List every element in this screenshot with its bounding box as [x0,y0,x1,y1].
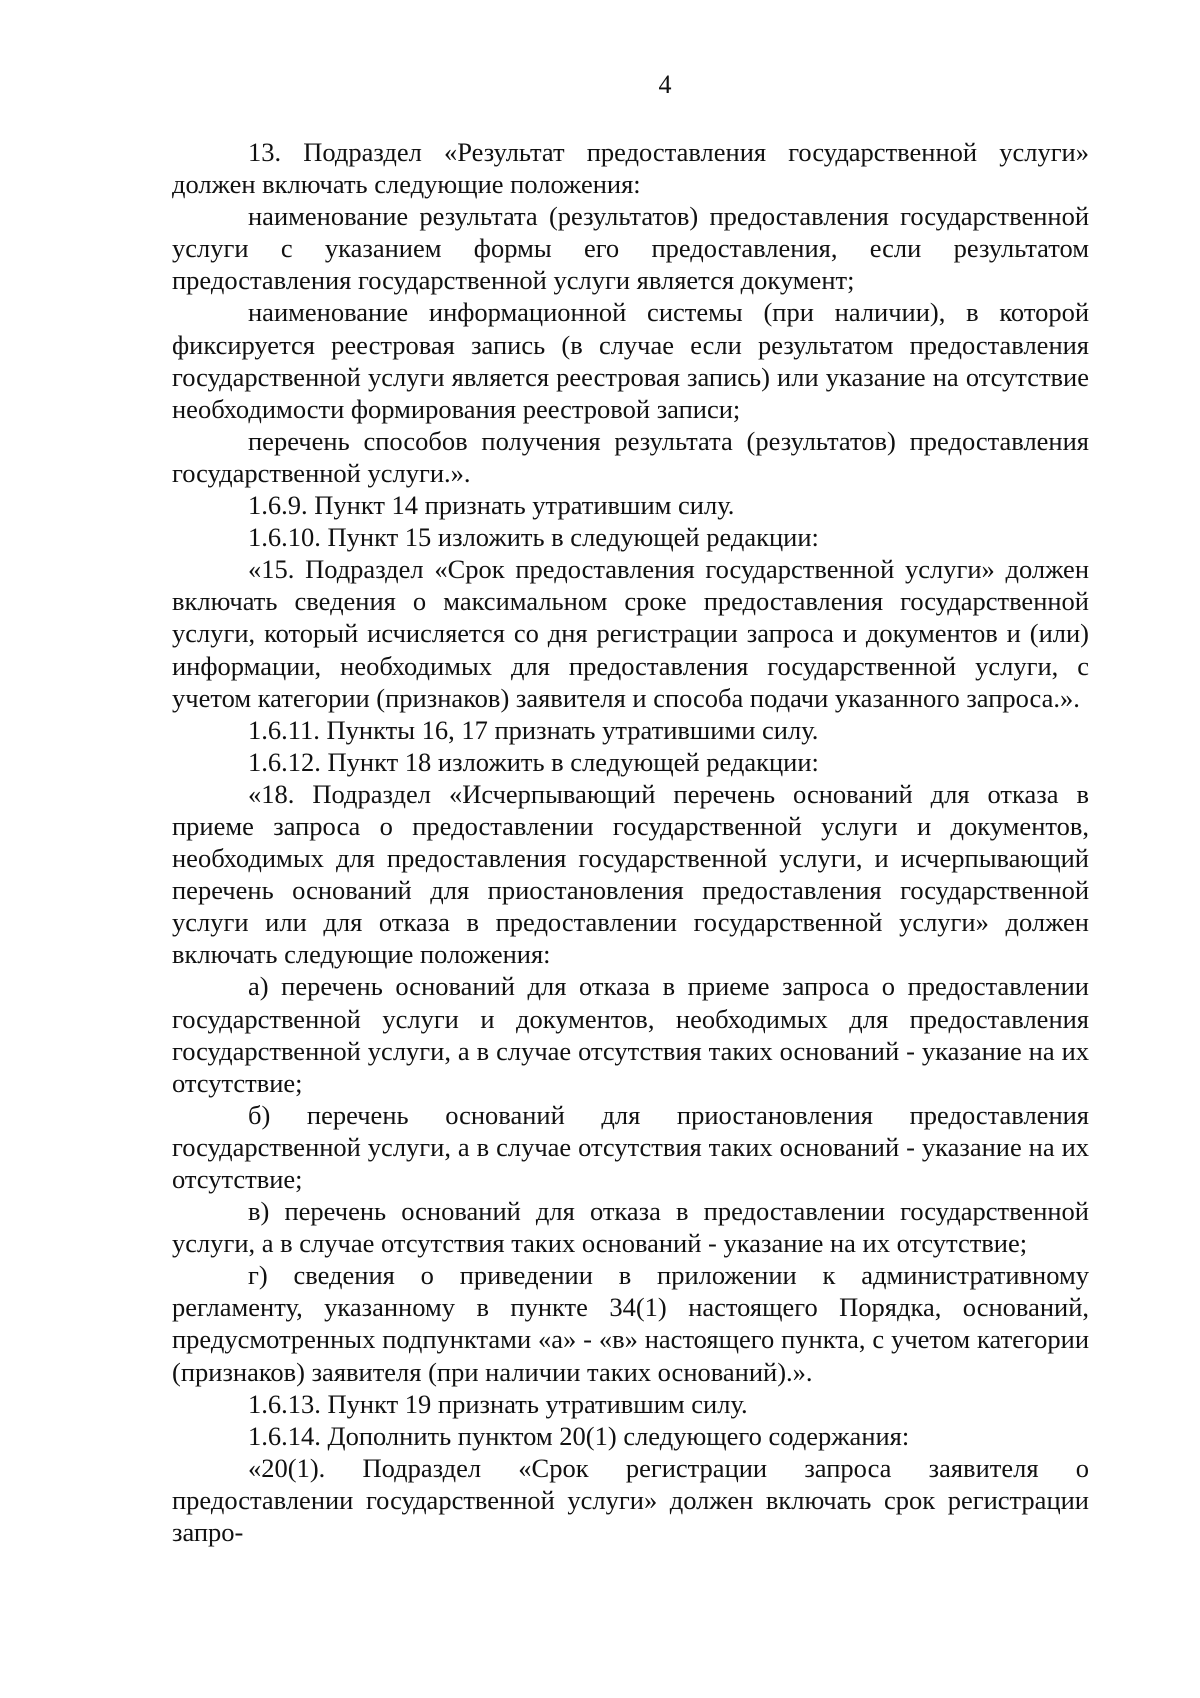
paragraph-15: «15. Подраздел «Срок предоставления государственной услуги» должен включать сведения о максимальном сроке предоставления государственной услуги, который исчисляется со дня регистрации запроса и документов и (или) информации, необходимых для предоставления государственной услуги, с учетом категории (признаков) заявителя и способа подачи указанного запроса.». [172,554,1089,713]
paragraph-13-heading: 13. Подраздел «Результат предоставления государственной услуги» должен включать следующие положения: [172,137,1089,200]
paragraph-18: «18. Подраздел «Исчерпывающий перечень оснований для отказа в приеме запроса о предоставлении государственной услуги и документов, необходимых для предоставления государственной услуги, и исчерпывающий перечень оснований для приостановления предоставления государственной услуги или для отказа в предоставлении государственной услуги» должен включать следующие положения: [172,778,1089,970]
paragraph-1-6-11: 1.6.11. Пункты 16, 17 признать утратившими силу. [248,714,819,745]
paragraph-1-6-14: 1.6.14. Дополнить пунктом 20(1) следующего содержания: [248,1420,910,1451]
paragraph-1-6-13: 1.6.13. Пункт 19 признать утратившим силу. [248,1388,748,1419]
paragraph-info-system: наименование информационной системы (при наличии), в которой фиксируется реестровая запись (в случае если результатом предоставления государственной услуги является реестровая запись) или указание на отсутствие необходимости формирования реестровой записи; [172,297,1089,424]
paragraph-1-6-10: 1.6.10. Пункт 15 изложить в следующей редакции: [248,522,819,553]
paragraph-1-6-9: 1.6.9. Пункт 14 признать утратившим силу. [248,490,735,521]
paragraph-18-g: г) сведения о приведении в приложении к административному регламенту, указанному в пункте 34(1) настоящего Порядка, оснований, предусмотренных подпунктами «а» - «в» настоящего пункта, с учетом категории (признаков) заявителя (при наличии таких оснований).». [172,1260,1089,1387]
paragraph-1-6-12: 1.6.12. Пункт 18 изложить в следующей редакции: [248,746,819,777]
document-body [172,136,1089,1548]
paragraph-18-a: а) перечень оснований для отказа в приеме запроса о предоставлении государственной услуги и документов, необходимых для предоставления государственной услуги, а в случае отсутствия таких оснований - указание на их отсутствие; [172,971,1089,1098]
paragraph-18-v: в) перечень оснований для отказа в предоставлении государственной услуги, а в случае отсутствия таких оснований - указание на их отсутствие; [172,1196,1089,1259]
page-number: 4 [658,70,672,99]
paragraph-result-methods: перечень способов получения результата (результатов) предоставления государственной услуги.». [172,425,1089,488]
paragraph-20-1: «20(1). Подраздел «Срок регистрации запроса заявителя о предоставлении государственной услуги» должен включать срок регистрации запро- [172,1452,1089,1548]
paragraph-result-name: наименование результата (результатов) предоставления государственной услуги с указанием формы его предоставления, если результатом предоставления государственной услуги является документ; [172,201,1089,296]
paragraph-18-b: б) перечень оснований для приостановления предоставления государственной услуги, а в случае отсутствия таких оснований - указание на их отсутствие; [172,1099,1089,1194]
